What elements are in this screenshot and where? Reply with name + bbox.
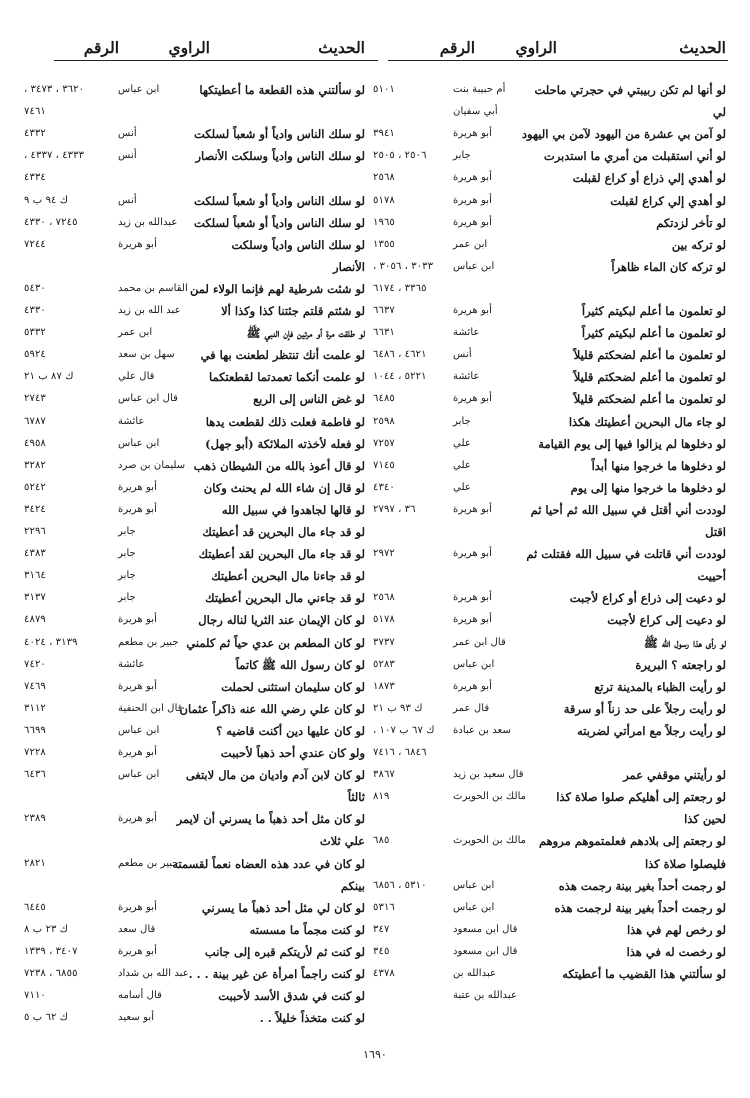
right-hadith-text: لو جاء مال البحرين أعطيتك هكذا bbox=[568, 415, 726, 429]
left-narrator: أبو هريرة bbox=[118, 239, 157, 250]
right-hadith-text: لو أهدي إلي كراع لقبلت bbox=[610, 194, 726, 208]
left-hadith-text: الأنصار bbox=[333, 260, 365, 274]
right-reference-number: ٣٨٦٧ bbox=[373, 769, 395, 780]
left-narrator: ابن عمر bbox=[118, 327, 153, 338]
left-reference-number: ٢٣٨٩ bbox=[24, 813, 46, 824]
left-hadith-text: لو كان مثل أحد ذهباً ما يسرني أن لايمر bbox=[176, 812, 365, 826]
right-reference-number: ٣٣٦٥ ، ٦١٧٤ bbox=[373, 283, 427, 294]
right-reference-number: ٧٢٥٧ bbox=[373, 438, 395, 449]
left-narrator: أنس bbox=[118, 150, 137, 161]
left-reference-number: ٥٤٣٠ bbox=[24, 283, 46, 294]
left-hadith-text: لو علمت أنك تنتظر لطعنت بها في bbox=[200, 348, 365, 362]
right-hadith-text: لو رخصت له في هذا bbox=[626, 945, 726, 959]
right-header-hadith: الحديث bbox=[679, 38, 726, 57]
left-narrator: أنس bbox=[118, 128, 137, 139]
left-reference-number: ٧٤٦٩ bbox=[24, 681, 46, 692]
left-hadith-text: لو علمت أنكما تعمدتما لقطعتكما bbox=[208, 370, 365, 384]
right-narrator: أبو هريرة bbox=[453, 128, 492, 139]
left-hadith-text: لو غض الناس إلى الربع bbox=[253, 392, 365, 406]
left-reference-number: ٣١٣٩ ، ٤٠٢٤ bbox=[24, 637, 78, 648]
right-hadith-text: لي bbox=[712, 105, 726, 119]
right-hadith-text: لو رأى هذا رسول الله ﷺ bbox=[643, 636, 726, 650]
left-narrator: أبو هريرة bbox=[118, 813, 157, 824]
left-hadith-text: لو كنت مجماً ما مسسته bbox=[249, 923, 365, 937]
right-narrator: علي bbox=[453, 438, 471, 449]
right-narrator: أبو هريرة bbox=[453, 548, 492, 559]
left-header-rule bbox=[54, 60, 378, 61]
right-reference-number: ٧١٤٥ bbox=[373, 460, 395, 471]
right-reference-number: ١٩٦٥ bbox=[373, 217, 395, 228]
left-narrator: ابن عباس bbox=[118, 438, 160, 449]
left-hadith-text: لو شئتم قلتم جئتنا كذا وكذا ألا bbox=[221, 304, 365, 318]
right-narrator: قال سعيد بن زيد bbox=[453, 769, 524, 780]
left-reference-number: ٦٤٤٥ bbox=[24, 902, 46, 913]
left-header-narrator: الراوي bbox=[168, 38, 210, 57]
left-narrator: قال ابن عباس bbox=[118, 393, 178, 404]
left-hadith-text: لو فعله لأخذته الملائكة (أبو جهل) bbox=[205, 437, 365, 451]
right-narrator: علي bbox=[453, 460, 471, 471]
left-narrator: أبو سعيد bbox=[118, 1012, 155, 1023]
right-reference-number: ٦٨٥ bbox=[373, 835, 390, 846]
left-narrator: قال علي bbox=[118, 371, 155, 382]
left-narrator: القاسم بن محمد bbox=[118, 283, 188, 294]
left-reference-number: ك ٩٤ ب ٩ bbox=[24, 195, 69, 206]
left-hadith-text: لو قد جاءني مال البحرين أعطيتك bbox=[205, 591, 365, 605]
right-reference-number: ٢٥٠٦ ، ٢٥٠٥ bbox=[373, 150, 427, 161]
left-reference-number: ٦٧٨٧ bbox=[24, 416, 46, 427]
left-reference-number: ٣١٣٧ bbox=[24, 592, 46, 603]
left-narrator: أنس bbox=[118, 195, 137, 206]
right-narrator: مالك بن الحويرث bbox=[453, 791, 527, 802]
right-narrator: ابن عباس bbox=[453, 659, 495, 670]
right-narrator: أبو هريرة bbox=[453, 217, 492, 228]
right-narrator: جابر bbox=[453, 416, 471, 427]
left-hadith-text: لو كنت ثم لأريتكم قبره إلى جانب bbox=[204, 945, 365, 959]
right-reference-number: ١٣٥٥ bbox=[373, 239, 395, 250]
right-hadith-text: لو تعلمون ما أعلم لضحكتم قليلاً bbox=[573, 348, 726, 362]
left-reference-number: ٤٨٧٩ bbox=[24, 614, 46, 625]
right-narrator: أم حبيبة بنت bbox=[453, 84, 506, 95]
left-hadith-text: لو كان لي مثل أحد ذهباً ما يسرني bbox=[201, 901, 365, 915]
right-hadith-text: لوددت أني قاتلت في سبيل الله فقتلت ثم bbox=[526, 547, 726, 561]
left-narrator: ابن عباس bbox=[118, 725, 160, 736]
left-reference-number: ك ٢٣ ب ٨ bbox=[24, 924, 69, 935]
left-reference-number: ٧٤٢٠ bbox=[24, 659, 46, 670]
left-narrator: أبو هريرة bbox=[118, 681, 157, 692]
right-reference-number: ك ٦٧ ب ١٠٧ ، bbox=[373, 725, 435, 736]
left-reference-number: ٧٢٤٥ ، ٤٣٣٠ bbox=[24, 217, 78, 228]
right-narrator: أبو هريرة bbox=[453, 614, 492, 625]
left-reference-number: ٢٨٢١ bbox=[24, 858, 46, 869]
right-reference-number: ٥١٠١ bbox=[373, 84, 395, 95]
left-narrator: عبد الله بن شداد bbox=[118, 968, 189, 979]
right-reference-number: ٣٩٤١ bbox=[373, 128, 395, 139]
right-reference-number: ٢٥٦٨ bbox=[373, 592, 395, 603]
right-narrator: سعد بن عبادة bbox=[453, 725, 511, 736]
right-reference-number: ك ٩٣ ب ٢١ bbox=[373, 703, 423, 714]
left-header-number: الرقم bbox=[83, 38, 119, 57]
left-hadith-text: لو قد جاء مال البحرين لقد أعطيتك bbox=[198, 547, 365, 561]
left-hadith-text: لو كان في عدد هذه العضاه نعماً لقسمته bbox=[172, 857, 365, 871]
right-narrator: عبدالله بن عتبة bbox=[453, 990, 518, 1001]
left-hadith-text: لو كنت راجماً امرأة عن غير بينة . . . bbox=[188, 967, 365, 981]
left-reference-number: ٣٦٢٠ ، ٣٤٧٣ ، bbox=[24, 84, 85, 95]
left-hadith-text: لو سلك الناس وادياً وسلكت bbox=[231, 238, 365, 252]
right-reference-number: ٣٦ ، ٢٧٩٧ bbox=[373, 504, 416, 515]
left-reference-number: ٥٢٤٢ bbox=[24, 482, 46, 493]
left-hadith-text: لو شئت شرطية لهم فإنما الولاء لمن bbox=[190, 282, 365, 296]
left-reference-number: ٧١١٠ bbox=[24, 990, 46, 1001]
right-hadith-text: لو آمن بي عشرة من اليهود لآمن بي اليهود bbox=[521, 127, 726, 141]
left-narrator: قال ابن الحنفية bbox=[118, 703, 183, 714]
right-narrator: قال ابن مسعود bbox=[453, 924, 518, 935]
left-reference-number: ٦٦٩٩ bbox=[24, 725, 46, 736]
left-reference-number: ك ٦٢ ب ٥ bbox=[24, 1012, 69, 1023]
right-narrator: عائشة bbox=[453, 371, 480, 382]
right-reference-number: ٣٤٧ bbox=[373, 924, 390, 935]
left-reference-number: ٢٢٩٦ bbox=[24, 526, 46, 537]
left-narrator: جبير بن مطعم bbox=[118, 637, 179, 648]
right-narrator: أنس bbox=[453, 349, 472, 360]
left-hadith-text: لو سلك الناس وادياً وسلكت الأنصار bbox=[195, 149, 365, 163]
right-hadith-text: لو رأيت الظباء بالمدينة ترتع bbox=[594, 680, 726, 694]
right-reference-number: ٥٣١٠ ، ٦٨٥٦ bbox=[373, 880, 427, 891]
right-narrator: ابن عباس bbox=[453, 902, 495, 913]
right-hadith-text: لو تعلمون ما أعلم لضحكتم قليلاً bbox=[573, 370, 726, 384]
right-hadith-text: لو رجمت أحداً بغير بينة رجمت هذه bbox=[558, 879, 726, 893]
left-narrator: جابر bbox=[118, 570, 136, 581]
right-hadith-text: لو راجعته ؟ البريرة bbox=[635, 658, 726, 672]
right-hadith-text: لو رأيت رجلاً مع امرأتي لضربته bbox=[577, 724, 726, 738]
right-reference-number: ٥٣١٦ bbox=[373, 902, 395, 913]
right-reference-number: ٥٢٨٣ bbox=[373, 659, 395, 670]
left-reference-number: ٧٢٢٨ bbox=[24, 747, 46, 758]
right-narrator: أبو هريرة bbox=[453, 592, 492, 603]
left-narrator: سليمان بن صرد bbox=[118, 460, 186, 471]
left-hadith-text: لو كان لابن آدم واديان من مال لابتغى bbox=[185, 768, 365, 782]
right-header-rule bbox=[388, 60, 728, 61]
right-narrator: أبو هريرة bbox=[453, 681, 492, 692]
right-reference-number: ١٨٧٣ bbox=[373, 681, 395, 692]
left-reference-number: ٣٤٠٧ ، ١٣٣٩ bbox=[24, 946, 78, 957]
right-hadith-text: لو تأخر لزدتكم bbox=[656, 216, 726, 230]
left-hadith-text: لو كان المطعم بن عدي حياً ثم كلمني bbox=[186, 636, 365, 650]
left-hadith-text: لو فاطمة فعلت ذلك لقطعت يدها bbox=[205, 415, 365, 429]
left-hadith-text: لو كان عليها دين أكنت قاضيه ؟ bbox=[216, 724, 365, 738]
right-narrator: قال عمر bbox=[453, 703, 490, 714]
left-reference-number: ٤٣٣٤ bbox=[24, 172, 46, 183]
left-narrator: أبو هريرة bbox=[118, 946, 157, 957]
right-hadith-text: لو دعيت إلى كراع لأجبت bbox=[607, 613, 726, 627]
left-reference-number: ٣١١٢ bbox=[24, 703, 46, 714]
right-hadith-text: لو دخلوها لم يزالوا فيها إلى يوم القيامة bbox=[538, 437, 726, 451]
right-narrator: أبو هريرة bbox=[453, 195, 492, 206]
left-reference-number: ك ٨٧ ب ٢١ bbox=[24, 371, 74, 382]
right-reference-number: ٥١٧٨ bbox=[373, 195, 395, 206]
left-reference-number: ٤٣٣٢ bbox=[24, 128, 46, 139]
left-hadith-text: لو كنت متخذاً خليلاً . . bbox=[259, 1011, 365, 1025]
right-hadith-text: فليصلوا صلاة كذا bbox=[644, 857, 726, 871]
left-narrator: جابر bbox=[118, 548, 136, 559]
left-header-hadith: الحديث bbox=[318, 38, 365, 57]
right-narrator: ابن عباس bbox=[453, 880, 495, 891]
right-narrator: أبو هريرة bbox=[453, 305, 492, 316]
right-reference-number: ٦٤٨٥ bbox=[373, 393, 395, 404]
left-hadith-text: لو قالها لجاهدوا في سبيل الله bbox=[221, 503, 365, 517]
right-hadith-text: لو دخلوها ما خرجوا منها أبداً bbox=[591, 459, 726, 473]
left-narrator: عبد الله بن زيد bbox=[118, 305, 181, 316]
right-hadith-text: لو رجعتم إلى أهليكم صلوا صلاة كذا bbox=[556, 790, 726, 804]
left-hadith-text: لو كنت في شدق الأسد لأحببت bbox=[218, 989, 365, 1003]
right-narrator: قال ابن مسعود bbox=[453, 946, 518, 957]
left-narrator: أبو هريرة bbox=[118, 902, 157, 913]
right-reference-number: ٨١٩ bbox=[373, 791, 390, 802]
left-narrator: أبو هريرة bbox=[118, 747, 157, 758]
right-reference-number: ٦٦٣١ bbox=[373, 327, 395, 338]
left-narrator: قال سعد bbox=[118, 924, 156, 935]
left-narrator: عائشة bbox=[118, 416, 145, 427]
right-narrator: أبو هريرة bbox=[453, 393, 492, 404]
right-hadith-text: لو رجعتم إلى بلادهم فعلمتموهم مروهم bbox=[538, 834, 726, 848]
left-hadith-text: ولو كان عندي أحد ذهباً لأحببت bbox=[220, 746, 365, 760]
right-reference-number: ٦٦٣٧ bbox=[373, 305, 395, 316]
left-hadith-text: ثالثاً bbox=[347, 790, 365, 804]
left-narrator: جابر bbox=[118, 526, 136, 537]
left-narrator: عائشة bbox=[118, 659, 145, 670]
left-reference-number: ٦٨٥٥ ، ٧٢٣٨ bbox=[24, 968, 78, 979]
right-header-narrator: الراوي bbox=[515, 38, 557, 57]
left-reference-number: ٢٧٤٣ bbox=[24, 393, 46, 404]
right-reference-number: ٦٨٤٦ ، ٧٤١٦ bbox=[373, 747, 427, 758]
right-narrator: قال ابن عمر bbox=[453, 637, 506, 648]
right-narrator: ابن عباس bbox=[453, 261, 495, 272]
right-reference-number: ٣٧٣٧ bbox=[373, 637, 395, 648]
right-narrator: ابن عمر bbox=[453, 239, 488, 250]
left-narrator: ابن عباس bbox=[118, 769, 160, 780]
right-hadith-text: لو تركه بين bbox=[671, 238, 726, 252]
left-narrator: عبدالله بن زيد bbox=[118, 217, 178, 228]
page-number: ١٦٩٠ bbox=[363, 1048, 387, 1061]
left-hadith-text: لو كان الإيمان عند الثريا لناله رجال bbox=[198, 613, 365, 627]
right-hadith-text: لو سألتني هذا القضيب ما أعطيتكه bbox=[562, 967, 726, 981]
left-narrator: ابن عباس bbox=[118, 84, 160, 95]
left-hadith-text: لو سألتني هذه القطعة ما أعطيتكها bbox=[199, 83, 365, 97]
right-narrator: أبو هريرة bbox=[453, 172, 492, 183]
right-hadith-text: لو تركه كان الماء ظاهراً bbox=[611, 260, 726, 274]
right-hadith-text: لوددت أني أقتل في سبيل الله ثم أحيا ثم bbox=[530, 503, 726, 517]
right-narrator: جابر bbox=[453, 150, 471, 161]
left-hadith-text: لو طلقت مرة أو مرتين فإن النبي ﷺ bbox=[246, 326, 365, 340]
right-hadith-text: لحين كذا bbox=[684, 812, 726, 826]
right-hadith-text: لو أهدي إلي ذراع أو كراع لقبلت bbox=[572, 171, 726, 185]
left-hadith-text: لو كان علي رضي الله عنه ذاكراً عثمان bbox=[179, 702, 365, 716]
left-hadith-text: لو سلك الناس وادياً أو شعباً لسلكت bbox=[193, 127, 365, 141]
left-hadith-text: لو قد جاءنا مال البحرين أعطيتك bbox=[211, 569, 365, 583]
left-narrator: أبو هريرة bbox=[118, 482, 157, 493]
left-hadith-text: لو سلك الناس وادياً أو شعباً لسلكت bbox=[193, 194, 365, 208]
right-narrator: عائشة bbox=[453, 327, 480, 338]
left-reference-number: ٤٣٣٣ ، ٤٣٣٧ ، bbox=[24, 150, 85, 161]
left-reference-number: ٤٣٨٣ bbox=[24, 548, 46, 559]
left-reference-number: ٥٩٢٤ bbox=[24, 349, 46, 360]
right-hadith-text: لو رجمت أحداً بغير بينة لرجمت هذه bbox=[554, 901, 726, 915]
right-reference-number: ٢٥٦٨ bbox=[373, 172, 395, 183]
right-reference-number: ٤٣٤٠ bbox=[373, 482, 395, 493]
left-hadith-text: لو كان رسول الله ﷺ كاتماً bbox=[235, 658, 365, 672]
right-hadith-text: لو رأيت رجلاً على حد زناً أو سرقة bbox=[563, 702, 726, 716]
right-hadith-text: لو أنها لم تكن ربيبتي في حجرتي ماحلت bbox=[534, 83, 726, 97]
right-hadith-text: لو تعلمون ما أعلم لبكيتم كثيراً bbox=[581, 304, 726, 318]
left-narrator: جبير بن مطعم bbox=[118, 858, 179, 869]
left-reference-number: ٧٢٤٤ bbox=[24, 239, 46, 250]
right-reference-number: ٤٦٢١ ، ٦٤٨٦ bbox=[373, 349, 427, 360]
left-narrator: أبو هريرة bbox=[118, 504, 157, 515]
left-narrator: قال أسامه bbox=[118, 990, 163, 1001]
right-hadith-text: لو رخص لهم في هذا bbox=[626, 923, 726, 937]
right-hadith-text: لو رأيتني موقفي عمر bbox=[623, 768, 726, 782]
right-hadith-text: لو تعلمون ما أعلم لبكيتم كثيراً bbox=[581, 326, 726, 340]
right-hadith-text: لو دعيت إلى ذراع أو كراع لأجبت bbox=[569, 591, 726, 605]
left-narrator: سهل بن سعد bbox=[118, 349, 175, 360]
right-reference-number: ٤٣٧٨ bbox=[373, 968, 395, 979]
right-narrator: أبي سفيان bbox=[453, 106, 498, 117]
left-hadith-text: لو قال إن شاء الله لم يحنث وكان bbox=[203, 481, 365, 495]
left-reference-number: ٤٩٥٨ bbox=[24, 438, 46, 449]
left-reference-number: ٧٤٦١ bbox=[24, 106, 46, 117]
left-reference-number: ٥٣٣٢ bbox=[24, 327, 46, 338]
right-header-number: الرقم bbox=[439, 38, 475, 57]
right-hadith-text: لو أني استقبلت من أمري ما استدبرت bbox=[543, 149, 726, 163]
right-reference-number: ٢٥٩٨ bbox=[373, 416, 395, 427]
left-hadith-text: لو سلك الناس وادياً أو شعباً لسلكت bbox=[193, 216, 365, 230]
right-reference-number: ٥٢٢١ ، ١٠٤٤ bbox=[373, 371, 427, 382]
right-narrator: عبدالله بن bbox=[453, 968, 497, 979]
left-reference-number: ٣٤٢٤ bbox=[24, 504, 46, 515]
left-reference-number: ٣١٦٤ bbox=[24, 570, 46, 581]
left-hadith-text: علي ثلاث bbox=[319, 834, 365, 848]
right-reference-number: ٥١٧٨ bbox=[373, 614, 395, 625]
left-hadith-text: بينكم bbox=[340, 879, 365, 893]
right-reference-number: ٣٤٥ bbox=[373, 946, 390, 957]
left-narrator: أبو هريرة bbox=[118, 614, 157, 625]
right-hadith-text: لو تعلمون ما أعلم لضحكتم قليلاً bbox=[573, 392, 726, 406]
right-narrator: أبو هريرة bbox=[453, 504, 492, 515]
left-hadith-text: لو قد جاء مال البحرين قد أعطيتك bbox=[202, 525, 365, 539]
right-reference-number: ٢٩٧٢ bbox=[373, 548, 395, 559]
right-hadith-text: لو دخلوها ما خرجوا منها إلى يوم bbox=[570, 481, 726, 495]
left-reference-number: ٣٢٨٢ bbox=[24, 460, 46, 471]
right-reference-number: ٣٠٣٣ ، ٣٠٥٦ ، bbox=[373, 261, 434, 272]
right-narrator: علي bbox=[453, 482, 471, 493]
right-hadith-text: أحييت bbox=[697, 569, 726, 583]
left-narrator: جابر bbox=[118, 592, 136, 603]
left-reference-number: ٦٤٣٦ bbox=[24, 769, 46, 780]
left-hadith-text: لو كان سليمان استثنى لحملت bbox=[221, 680, 365, 694]
left-hadith-text: لو قال أعوذ بالله من الشيطان ذهب bbox=[193, 459, 365, 473]
left-reference-number: ٤٣٣٠ bbox=[24, 305, 46, 316]
right-narrator: مالك بن الحويرث bbox=[453, 835, 527, 846]
right-hadith-text: اقتل bbox=[705, 525, 726, 539]
